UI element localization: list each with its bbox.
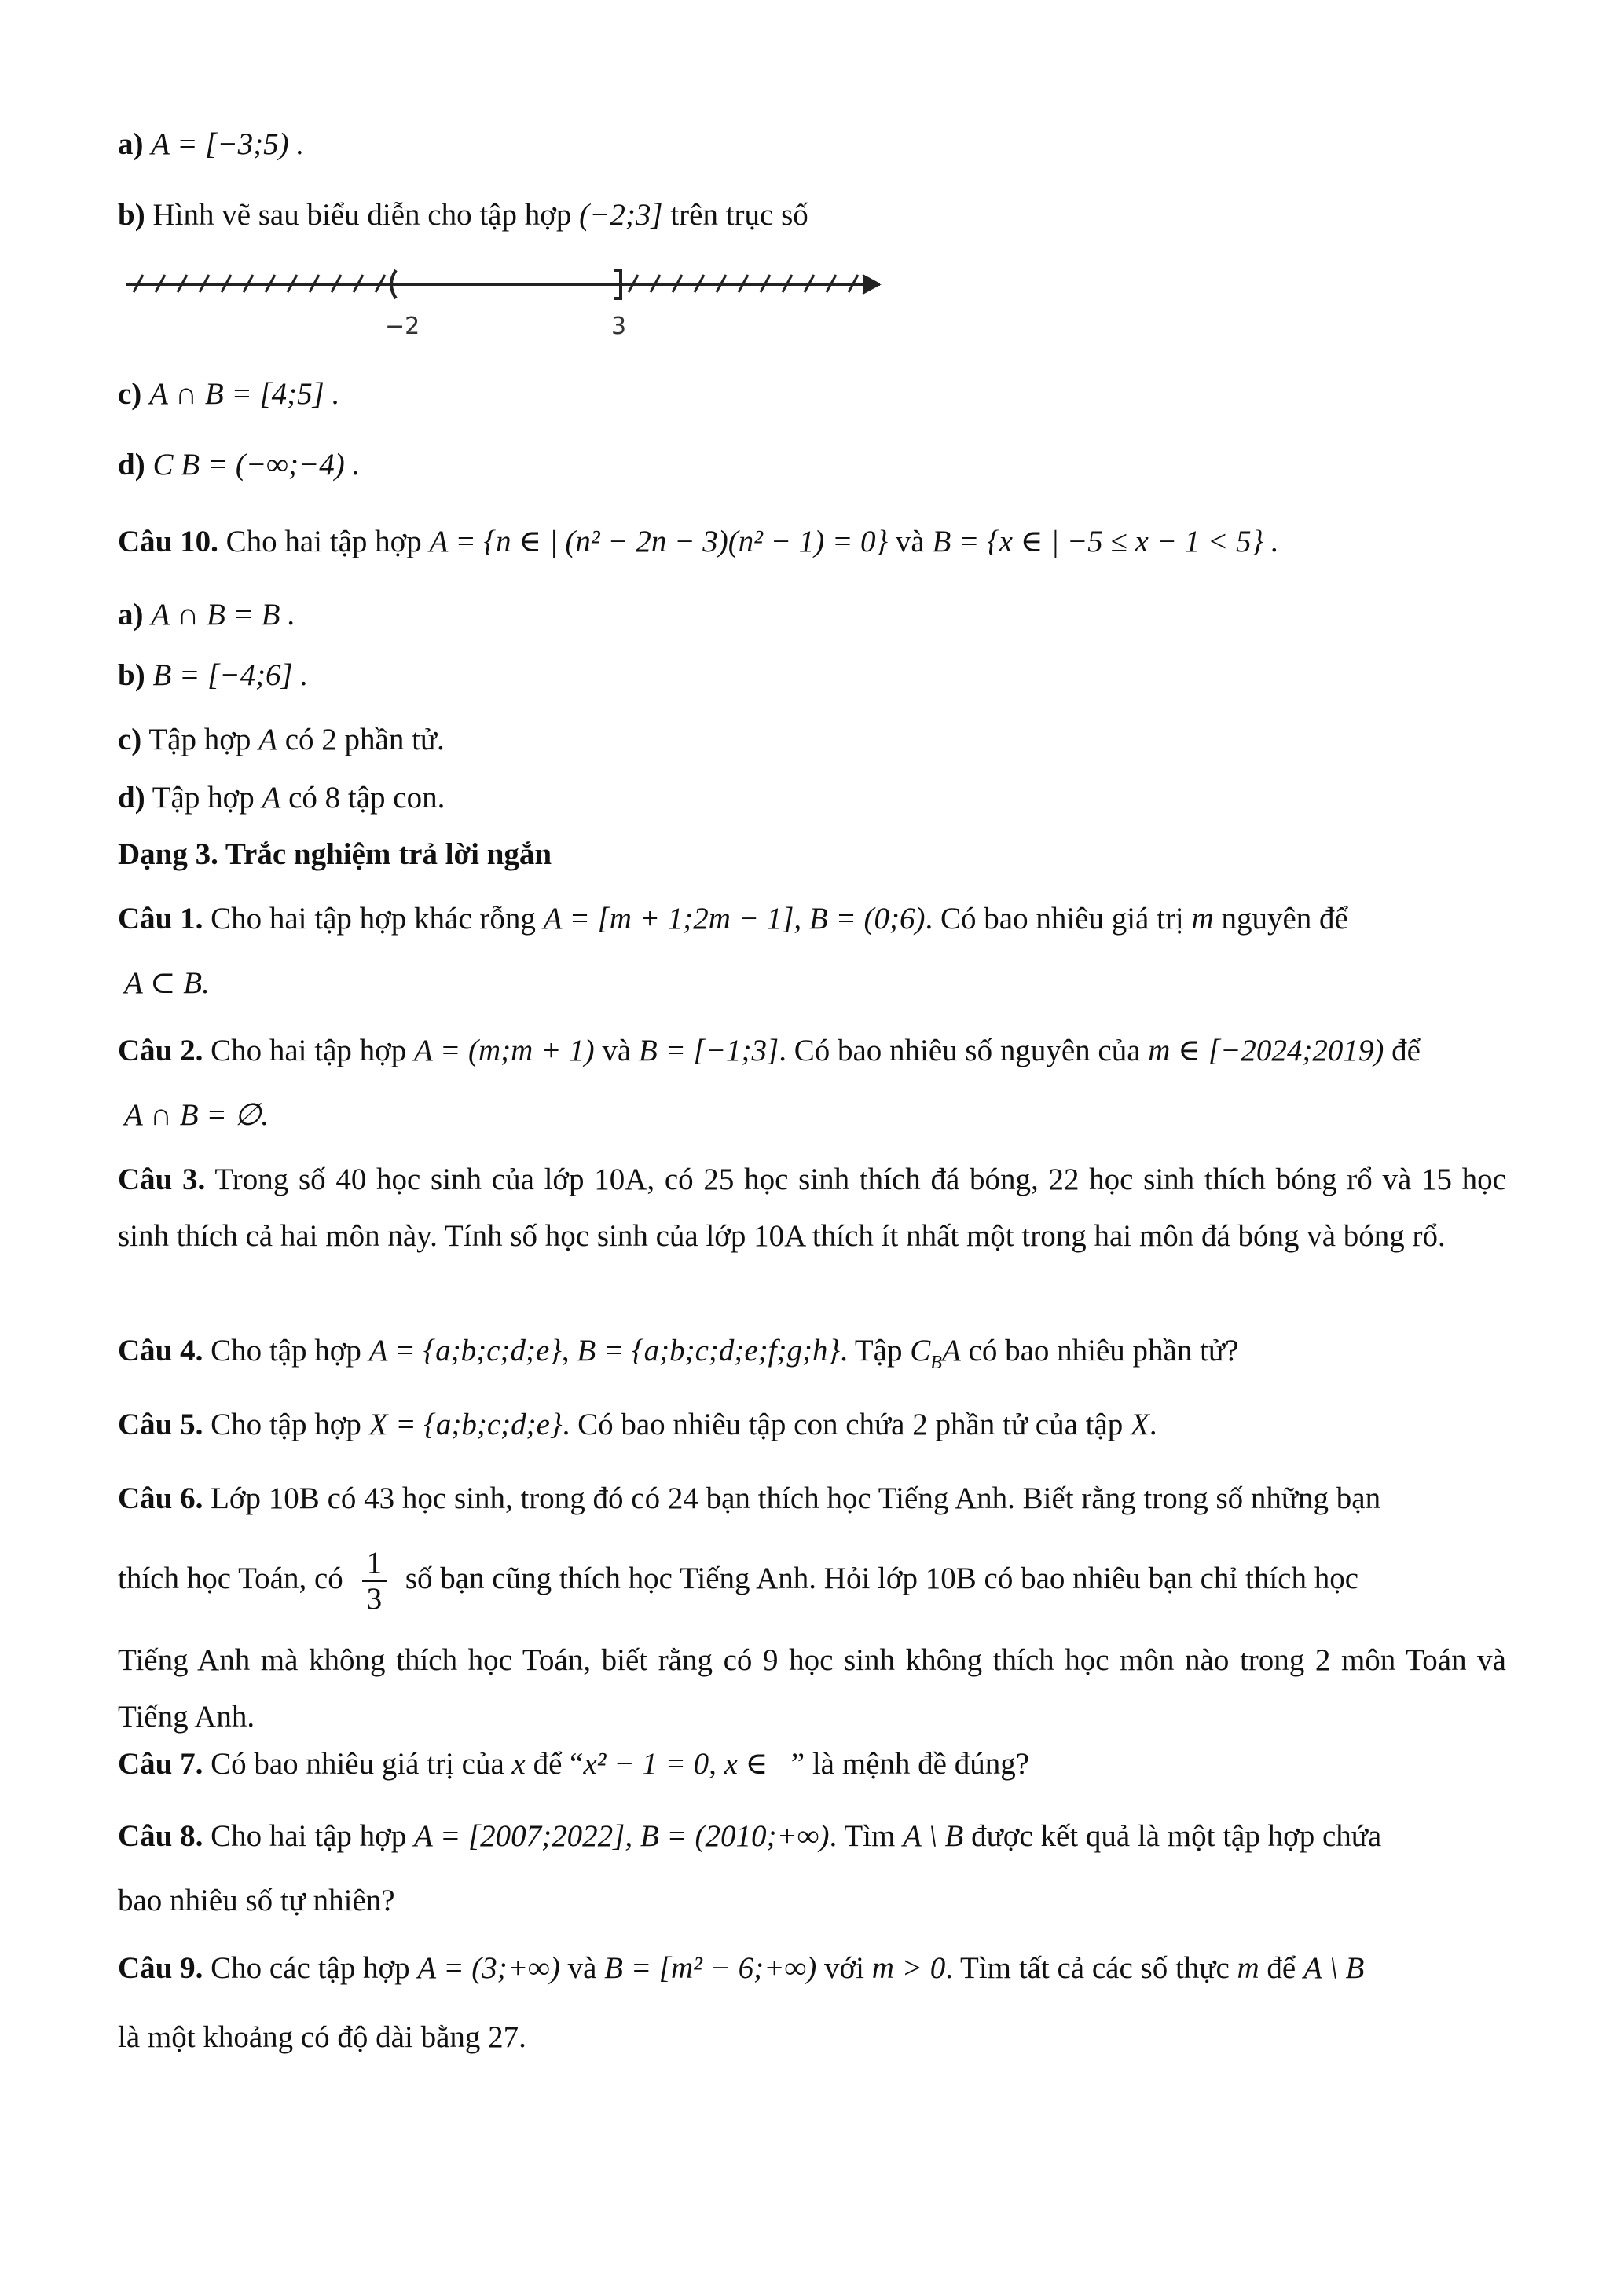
question-text: nguyên để — [1221, 902, 1348, 936]
item-math: A = [−3;5) . — [151, 127, 305, 161]
item-math: B = [−4;6] . — [152, 658, 309, 692]
question-text: với — [824, 1951, 864, 1985]
item-a1 — [118, 124, 1506, 165]
question-2-line2: A ∩ B = ∅. — [124, 1098, 269, 1132]
question-label: Câu 10. — [118, 525, 218, 558]
question-math: X = {a;b;c;d;e} — [368, 1408, 563, 1441]
question-label: Câu 2. — [118, 1034, 203, 1067]
question-text: có bao nhiêu phần tử? — [968, 1334, 1239, 1368]
question-6-line2 — [118, 1540, 1506, 1618]
question-text: để — [1391, 1034, 1421, 1067]
question-math: A \ B — [1303, 1951, 1365, 1985]
question-4 — [118, 1331, 1506, 1383]
question-1-line2: A ⊂ B. — [124, 966, 210, 1000]
question-text: thích học Toán, có — [118, 1562, 343, 1595]
axis-arrow-icon — [863, 275, 880, 294]
question-label: Câu 5. — [118, 1408, 203, 1441]
question-math: A = [2007;2022], B = (2010;+∞) — [414, 1819, 830, 1853]
question-text: . Tìm tất cả các số thực — [945, 1951, 1230, 1985]
item-text: Tập hợp — [148, 723, 251, 756]
item-c1 — [118, 374, 1506, 415]
question-6 — [118, 1478, 1506, 1519]
question-label: Câu 8. — [118, 1819, 203, 1853]
question-6-line3: Tiếng Anh mà không thích học Toán, biết rằng có 9 học sinh không thích học môn nào trong 2 môn Toán và Tiếng Anh. — [118, 1643, 1506, 1734]
question-text: Trong số 40 học sinh của lớp 10A, có 25 học sinh thích đá bóng, 22 học sinh thích bóng rổ và 15 học sinh thích cả hai môn này. Tính số học sinh của lớp 10A thích ít nhất một trong hai môn đá bóng và bóng rổ. — [118, 1163, 1506, 1253]
set-b-definition: B = [m² − 6;+∞) — [604, 1951, 817, 1985]
question-math: x² − 1 = 0, x ∈ — [583, 1747, 768, 1781]
question-text: . Tập — [840, 1334, 903, 1368]
question-label: Câu 3. — [118, 1163, 206, 1196]
question-text: và — [567, 1951, 597, 1985]
item-10d — [118, 778, 1506, 818]
item-math: A ∩ B = B . — [151, 598, 295, 632]
question-text: Cho hai tập hợp khác rỗng — [211, 902, 536, 936]
question-label: Câu 4. — [118, 1334, 203, 1368]
item-10a — [118, 595, 1506, 635]
question-text: Cho hai tập hợp — [211, 1034, 407, 1067]
section-title: Dạng 3. Trắc nghiệm trả lời ngắn — [118, 837, 552, 871]
item-10c — [118, 720, 1506, 760]
question-3 — [118, 1152, 1506, 1265]
tick-label-right: 3 — [611, 313, 627, 340]
set-a-definition: A = (m;m + 1) — [414, 1034, 595, 1067]
tick-label-left: −2 — [385, 313, 420, 340]
item-d1 — [118, 445, 1506, 485]
question-label: Câu 9. — [118, 1951, 203, 1985]
question-var: m — [1237, 1951, 1259, 1985]
question-5 — [118, 1404, 1506, 1445]
question-label: Câu 1. — [118, 902, 203, 936]
fraction-numerator: 1 — [362, 1546, 387, 1582]
question-1 — [118, 899, 1506, 939]
question-8-line2: bao nhiêu số tự nhiên? — [118, 1884, 395, 1917]
item-math: A — [258, 723, 277, 756]
question-text: ” là mệnh đề đúng? — [790, 1747, 1030, 1781]
question-text: và — [602, 1034, 632, 1067]
question-7 — [118, 1744, 1506, 1785]
question-text: . Có bao nhiêu số nguyên của — [779, 1034, 1141, 1067]
complement-symbol: C — [910, 1334, 931, 1368]
question-text: được kết quả là một tập hợp chứa — [971, 1819, 1382, 1853]
complement-set: A — [941, 1334, 961, 1368]
question-math: A = [m + 1;2m − 1], B = (0;6) — [543, 902, 926, 936]
question-text: số bạn cũng thích học Tiếng Anh. Hỏi lớp 10B có bao nhiêu bạn chỉ thích học — [405, 1562, 1359, 1595]
question-text: và — [895, 525, 925, 558]
question-text: Cho hai tập hợp — [225, 525, 422, 558]
item-text: có 8 tập con. — [288, 781, 445, 815]
set-b-definition: B = [−1;3] — [638, 1034, 779, 1067]
number-line-figure — [126, 251, 911, 353]
item-label: a) — [118, 598, 144, 632]
complement-subscript: B — [930, 1353, 942, 1373]
question-9 — [118, 1948, 1506, 1989]
item-label: d) — [118, 448, 145, 482]
item-label: c) — [118, 723, 142, 756]
question-text: Lớp 10B có 43 học sinh, trong đó có 24 bạn thích học Tiếng Anh. Biết rằng trong số những bạn — [211, 1481, 1381, 1515]
question-text: . Có bao nhiêu giá trị — [925, 902, 1184, 936]
set-a-definition: A = {n ∈ | (n² − 2n − 3)(n² − 1) = 0} — [429, 525, 889, 558]
question-9-line2: là một khoảng có độ dài bằng 27. — [118, 2020, 526, 2054]
question-math: A \ B — [903, 1819, 964, 1853]
item-label: a) — [118, 127, 144, 161]
item-math: A ∩ B = [4;5] . — [149, 377, 340, 411]
set-b-definition: B = {x ∈ | −5 ≤ x − 1 < 5} . — [932, 525, 1279, 558]
item-label: b) — [118, 198, 145, 232]
question-math: m > 0 — [871, 1951, 946, 1985]
item-text: có 2 phần tử. — [284, 723, 445, 756]
item-math: A — [262, 781, 281, 815]
question-10 — [118, 522, 1506, 562]
item-math: (−2;3] — [579, 198, 663, 232]
question-text: Cho hai tập hợp — [211, 1819, 407, 1853]
set-b-definition: B = {a;b;c;d;e;f;g;h} — [577, 1334, 841, 1368]
question-var: x — [511, 1747, 526, 1781]
item-10b — [118, 655, 1506, 696]
item-b1 — [118, 195, 1506, 236]
question-text: để “ — [533, 1747, 584, 1781]
item-label: b) — [118, 658, 145, 692]
question-8 — [118, 1816, 1506, 1857]
separator: , — [561, 1334, 570, 1368]
set-a-definition: A = {a;b;c;d;e} — [368, 1334, 562, 1368]
question-2 — [118, 1031, 1506, 1071]
question-var: m — [1191, 902, 1214, 936]
question-label: Câu 7. — [118, 1747, 203, 1781]
question-text: Cho các tập hợp — [211, 1951, 410, 1985]
fraction — [362, 1546, 387, 1617]
item-text: Tập hợp — [152, 781, 255, 815]
question-text: Cho tập hợp — [211, 1408, 361, 1441]
item-text: trên trục số — [670, 198, 808, 232]
question-text: . Có bao nhiêu tập con chứa 2 phần tử của tập — [562, 1408, 1124, 1441]
question-text: Có bao nhiêu giá trị của — [211, 1747, 504, 1781]
item-label: c) — [118, 377, 142, 411]
question-text: để — [1267, 1951, 1296, 1985]
set-a-definition: A = (3;+∞) — [417, 1951, 560, 1985]
question-label: Câu 6. — [118, 1481, 203, 1515]
fraction-denominator: 3 — [366, 1582, 383, 1617]
question-text: . — [1149, 1408, 1157, 1441]
item-text: Hình vẽ sau biểu diễn cho tập hợp — [152, 198, 572, 232]
question-text: Cho tập hợp — [211, 1334, 361, 1368]
question-var: X — [1131, 1408, 1149, 1441]
question-math: m ∈ [−2024;2019) — [1148, 1034, 1384, 1067]
item-label: d) — [118, 781, 145, 815]
question-text: . Tìm — [829, 1819, 896, 1853]
item-math: C B = (−∞;−4) . — [152, 448, 361, 482]
